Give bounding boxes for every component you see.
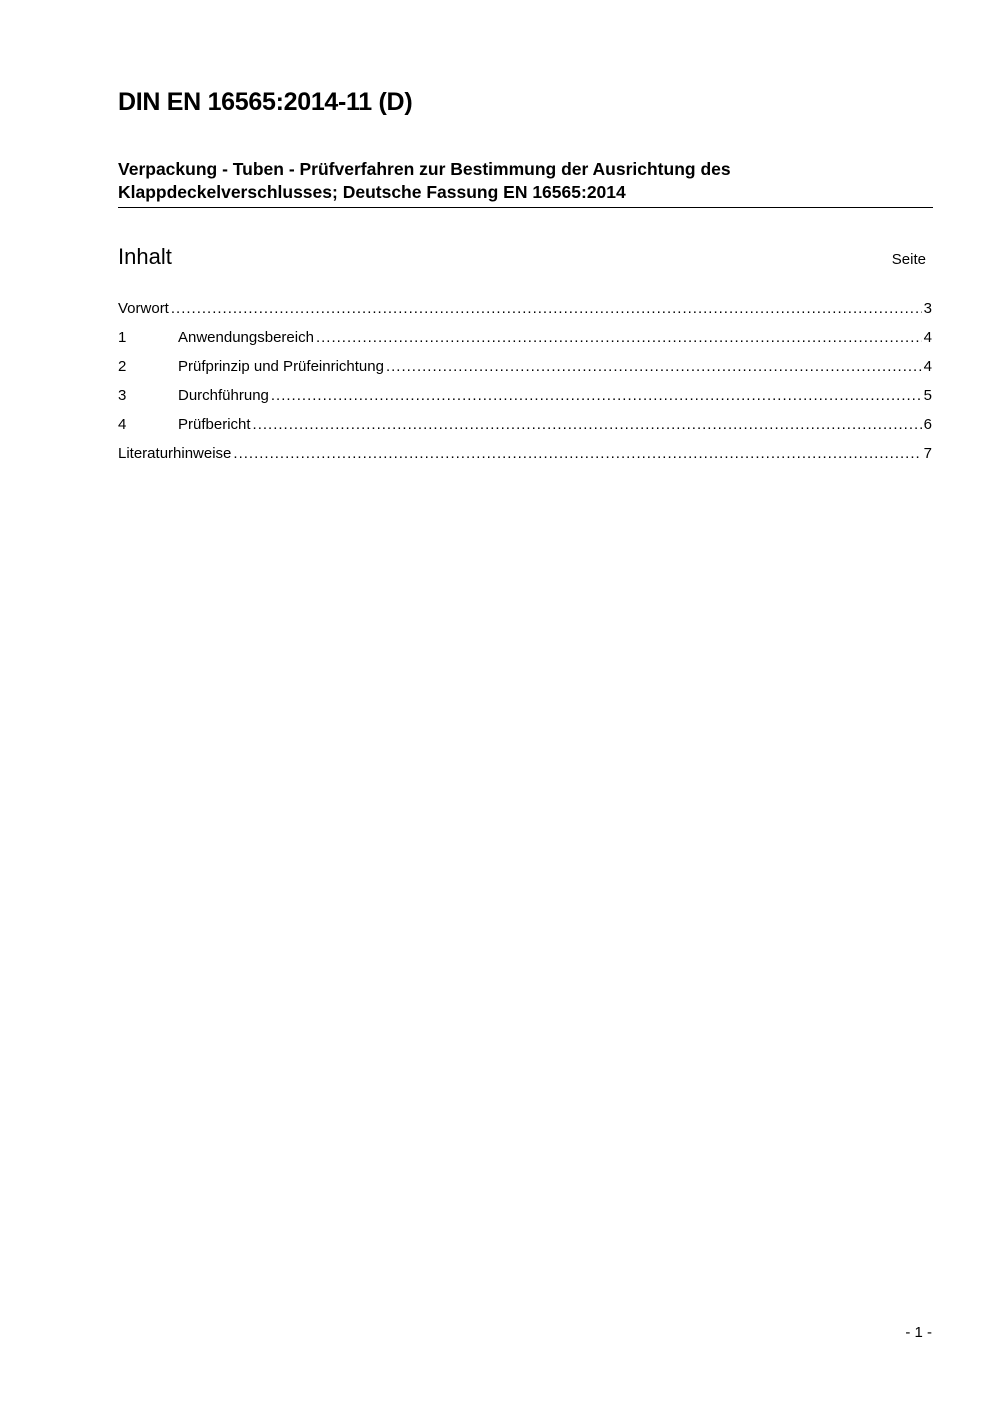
toc-entry-page: 5 (923, 387, 932, 404)
toc-entry-text: Prüfprinzip und Prüfeinrichtung (178, 358, 384, 375)
toc-entry-text: Vorwort (118, 300, 169, 317)
toc-entry-page: 6 (923, 416, 932, 433)
toc-header (118, 244, 926, 270)
toc-entry-page: 4 (923, 358, 932, 375)
toc-entry-page: 3 (923, 300, 932, 317)
toc-entry-text: Anwendungsbereich (178, 329, 314, 346)
document-code: DIN EN 16565:2014-11 (D) (118, 88, 413, 116)
toc-entry-number: 3 (118, 387, 127, 404)
toc-entry-pruefprinzip[interactable] (118, 358, 932, 387)
toc-dot-leader (271, 387, 922, 404)
toc-entry-text: Literaturhinweise (118, 445, 232, 462)
toc-entry-text: Prüfbericht (178, 416, 251, 433)
toc-dot-leader (233, 445, 921, 462)
toc-entry-page: 4 (923, 329, 932, 346)
document-title-line-2: Klappdeckelverschlusses; Deutsche Fassung EN 16565:2014 (118, 182, 626, 202)
toc-entry-durchfuehrung[interactable] (118, 387, 932, 416)
table-of-contents (118, 300, 932, 474)
toc-entry-pruefbericht[interactable] (118, 416, 932, 445)
toc-entry-number: 2 (118, 358, 127, 375)
toc-dot-leader (316, 329, 922, 346)
toc-dot-leader (171, 300, 922, 317)
toc-heading: Inhalt (118, 244, 172, 269)
toc-entry-vorwort[interactable] (118, 300, 932, 329)
toc-dot-leader (253, 416, 922, 433)
toc-entry-page: 7 (923, 445, 932, 462)
toc-entry-text: Durchführung (178, 387, 269, 404)
toc-entry-number: 4 (118, 416, 127, 433)
toc-entry-number: 1 (118, 329, 127, 346)
toc-entry-literaturhinweise[interactable] (118, 445, 932, 474)
toc-page-label: Seite (891, 251, 926, 268)
document-title (118, 158, 933, 208)
toc-dot-leader (386, 358, 922, 375)
document-title-line-1: Verpackung - Tuben - Prüfverfahren zur Bestimmung der Ausrichtung des (118, 159, 731, 179)
page-number: - 1 - (905, 1324, 932, 1341)
toc-entry-anwendungsbereich[interactable] (118, 329, 932, 358)
